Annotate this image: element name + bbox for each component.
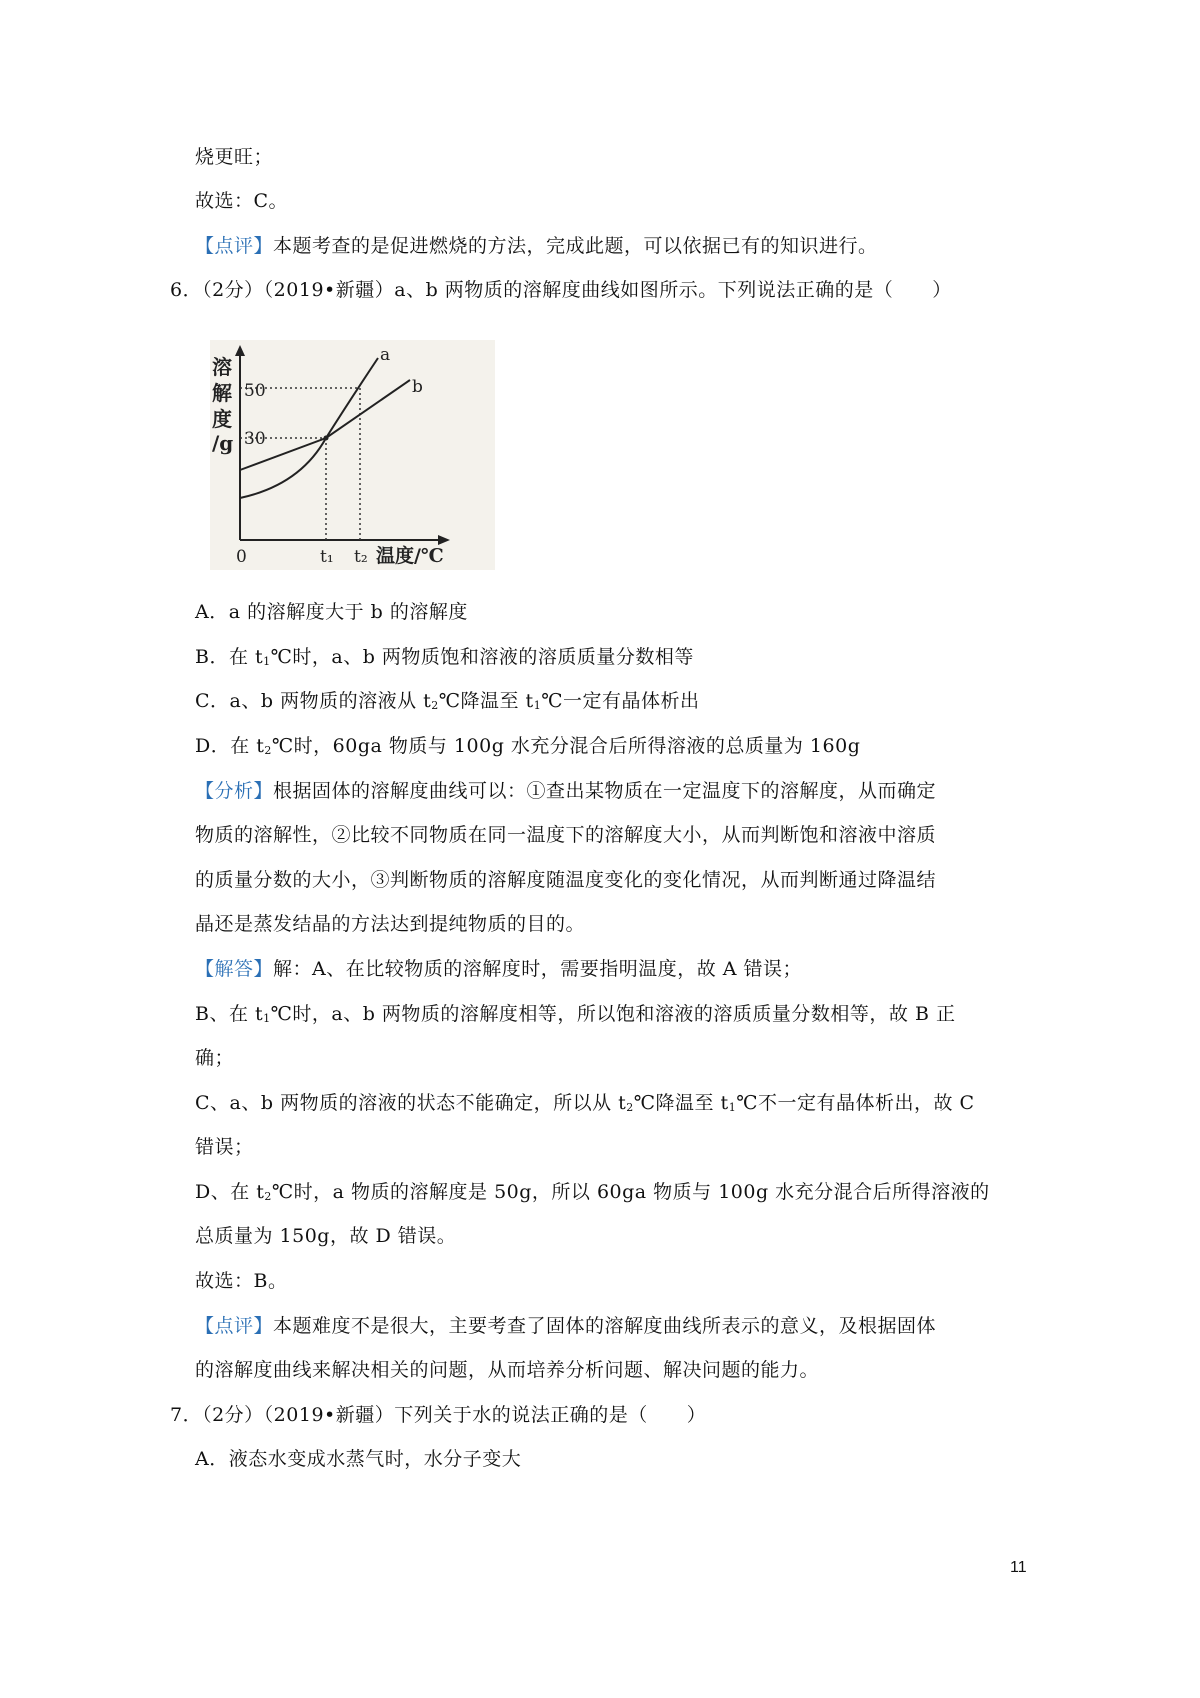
x-axis-arrow	[438, 535, 450, 545]
x-axis-label: 温度/℃	[376, 545, 444, 567]
answer-line-b2: 确；	[195, 1047, 235, 1069]
comment-text: 本题考查的是促进燃烧的方法，完成此题，可以依据已有的知识进行。	[273, 235, 878, 257]
option-d: D．在 $t_2℃$时，60ga 物质与 100g 水充分混合后所得溶液的总质量为 160g	[195, 735, 861, 757]
comment-tag: 【点评】	[195, 235, 274, 257]
q7-option-a: A．液态水变成水蒸气时，水分子变大	[195, 1448, 522, 1470]
text-line: 烧更旺；	[195, 146, 274, 168]
answer-line-b: B、在 $t_1℃$时，a、b 两物质的溶解度相等，所以饱和溶液的溶质质量分数相等，故 B 正	[195, 1003, 956, 1025]
y-axis-arrow	[235, 345, 245, 356]
option-b: B．在 $t_1℃$时，a、b 两物质饱和溶液的溶质质量分数相等	[195, 646, 694, 668]
analysis-line-1: 【分析】根据固体的溶解度曲线可以：①查出某物质在一定温度下的溶解度，从而确定	[195, 780, 937, 802]
comment-tag: 【点评】	[195, 1315, 274, 1337]
page-number: 11	[1010, 1559, 1027, 1576]
y-label-3: 度	[212, 407, 232, 431]
solubility-chart	[210, 340, 495, 570]
option-c: C．a、b 两物质的溶液从 $t_2℃$降温至 $t_1℃$一定有晶体析出	[195, 690, 700, 712]
option-a: A．a 的溶解度大于 b 的溶解度	[195, 601, 468, 623]
question-6-stem: 6．（2分）（2019•新疆）a、b 两物质的溶解度曲线如图所示。下列说法正确的是（ ）	[170, 279, 952, 301]
tick-t2: t₂	[354, 547, 368, 567]
tick-50: 50	[244, 381, 266, 401]
analysis-line-3: 的质量分数的大小，③判断物质的溶解度随温度变化的变化情况，从而判断通过降温结	[195, 869, 937, 891]
curve-b-label: b	[412, 377, 423, 397]
tick-30: 30	[244, 429, 266, 449]
answer-line-1: 【解答】解：A、在比较物质的溶解度时，需要指明温度，故 A 错误；	[195, 958, 803, 980]
y-label-2: 解	[212, 381, 232, 405]
analysis-tag: 【分析】	[195, 780, 274, 802]
curve-a	[240, 358, 378, 498]
intersection-point	[324, 436, 329, 441]
analysis-line-2: 物质的溶解性，②比较不同物质在同一温度下的溶解度大小，从而判断饱和溶液中溶质	[195, 824, 937, 846]
text-line: 故选：C。	[195, 190, 289, 212]
tick-t1: t₁	[320, 547, 334, 567]
curve-a-label: a	[380, 345, 391, 365]
solubility-figure	[210, 340, 495, 570]
answer-line-c2: 错误；	[195, 1136, 254, 1158]
y-label-4: /g	[212, 431, 234, 455]
answer-tag: 【解答】	[195, 958, 274, 980]
answer-line-d2: 总质量为 150g，故 D 错误。	[195, 1225, 457, 1247]
comment-line	[195, 233, 878, 259]
comment-line-2: 的溶解度曲线来解决相关的问题，从而培养分析问题、解决问题的能力。	[195, 1359, 820, 1381]
answer-line-d: D、在 $t_2℃$时，a 物质的溶解度是 50g，所以 60ga 物质与 100g 水充分混合后所得溶液的	[195, 1181, 990, 1203]
analysis-line-4: 晶还是蒸发结晶的方法达到提纯物质的目的。	[195, 913, 586, 935]
y-label-1: 溶	[212, 355, 232, 379]
comment-line-1: 【点评】本题难度不是很大，主要考查了固体的溶解度曲线所表示的意义，及根据固体	[195, 1315, 937, 1337]
question-7-stem: 7．（2分）（2019•新疆）下列关于水的说法正确的是（ ）	[170, 1404, 707, 1426]
origin-label: 0	[236, 547, 247, 567]
choice-line: 故选：B。	[195, 1270, 288, 1292]
answer-line-c: C、a、b 两物质的溶液的状态不能确定，所以从 $t_2℃$降温至 $t_1℃$不一定有晶体析出，故 C	[195, 1092, 975, 1114]
